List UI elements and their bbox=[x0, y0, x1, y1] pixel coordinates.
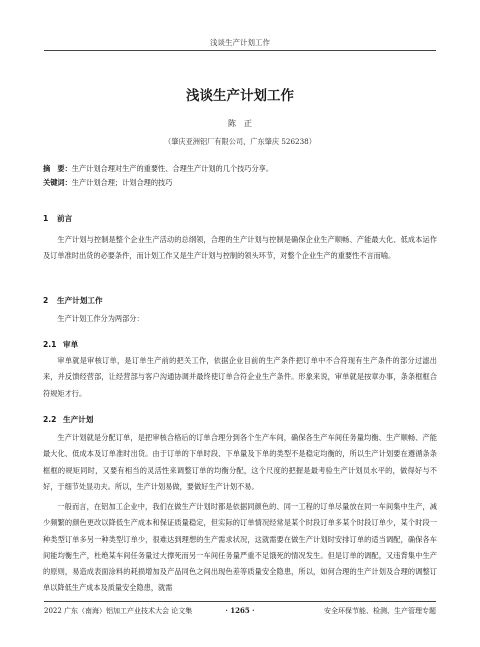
section-heading bbox=[43, 295, 103, 306]
section-number: 2.1 bbox=[43, 340, 57, 349]
section-heading bbox=[43, 213, 72, 224]
section-title: 审单 bbox=[63, 340, 79, 349]
section-title: 生产计划 bbox=[63, 415, 94, 424]
paragraph: 生产计划工作分为两部分： bbox=[57, 314, 144, 323]
page-number: · 1265 · bbox=[225, 606, 255, 615]
subsection-heading bbox=[43, 339, 78, 350]
section-number: 1 bbox=[43, 214, 49, 223]
abstract-text: 生产计划合理对生产的重要性、合理生产计划的几个技巧分享。 bbox=[71, 164, 274, 173]
abstract-label: 摘 要： bbox=[43, 164, 72, 173]
footer-topic: 安全环保节能、检测、生产管理专题 bbox=[324, 607, 436, 615]
section-title: 前言 bbox=[57, 214, 73, 223]
footer-proceedings: 2022 广东（南海）铝加工产业技术大会 论文集 bbox=[44, 607, 193, 615]
paper-title: 浅谈生产计划工作 bbox=[186, 88, 294, 104]
keywords-label: 关键词： bbox=[43, 178, 72, 187]
affiliation: （肇庆亚洲铝厂有限公司，广东肇庆 526238） bbox=[164, 137, 316, 146]
subsection-heading bbox=[43, 414, 93, 425]
footer-rule bbox=[44, 601, 436, 602]
author: 陈 正 bbox=[228, 119, 252, 128]
section-number: 2.2 bbox=[43, 415, 57, 424]
keywords bbox=[43, 177, 172, 189]
keywords-text: 生产计划合理；计划合理的技巧 bbox=[71, 178, 173, 187]
header-rule bbox=[44, 50, 436, 51]
running-head: 浅谈生产计划工作 bbox=[210, 38, 270, 47]
paragraph: 一般而言，在铝加工企业中，我们在做生产计划时都是依据同颜色的、同一工程的订单尽量放在同一车间集中生产，减少频繁的颜色更改以降低生产成本和保证质量稳定，但实际的订单情况经常是某个时段订单多某个时段订单少，某个时段一种类型订单多另一种类型订单少，很难达到理想的生产需求状况，这就需要在做生产计划时安排订单的适当调配，确保各车间能均衡生产，杜绝某车间任务量过大撑死而另一车间任务量严重不足饿死的情况发生。但是订单的调配，又违背集中生产的原则，易造成表面涂料的耗损增加及产品同色之间出现色差等质量安全隐患，所以，如何合理的生产计划及合理的调整订单以降低生产成本及质量安全隐患，就需 bbox=[43, 502, 437, 593]
paragraph: 审单就是审核订单，是订单生产前的把关工作，依据企业目前的生产条件把订单中不合符现有生产条件的部分过滤出来，并反馈经营部，让经营部与客户沟通协调并最终使订单合符企业生产条件。形象来说，审单就是按章办事，条条框框合符规矩才行。 bbox=[43, 356, 437, 398]
paragraph: 生产计划就是分配订单，是把审核合格后的订单合理分到各个生产车间，确保各生产车间任务量均衡、生产顺畅、产能最大化、低成本及订单准时出货。由于订单的下单时段、下单量及下单的类型不是稳定均衡的，所以生产计划要在遵循条条框框的规矩同时，又要有相当的灵活性来调整订单的均衡分配，这个尺度的把握是最考验生产计划员水平的，做得好与不好，于细节处显功夫。所以，生产计划易做，要做好生产计划不易。 bbox=[43, 433, 437, 491]
section-title: 生产计划工作 bbox=[57, 296, 103, 305]
abstract bbox=[43, 163, 273, 175]
section-number: 2 bbox=[43, 296, 49, 305]
paragraph: 生产计划与控制是整个企业生产活动的总纲领，合理的生产计划与控制是确保企业生产顺畅、产能最大化、低成本运作及订单准时出货的必要条件，而计划工作又是生产计划与控制的领头环节，对整个企业生产的重要性不言而喻。 bbox=[43, 235, 437, 261]
